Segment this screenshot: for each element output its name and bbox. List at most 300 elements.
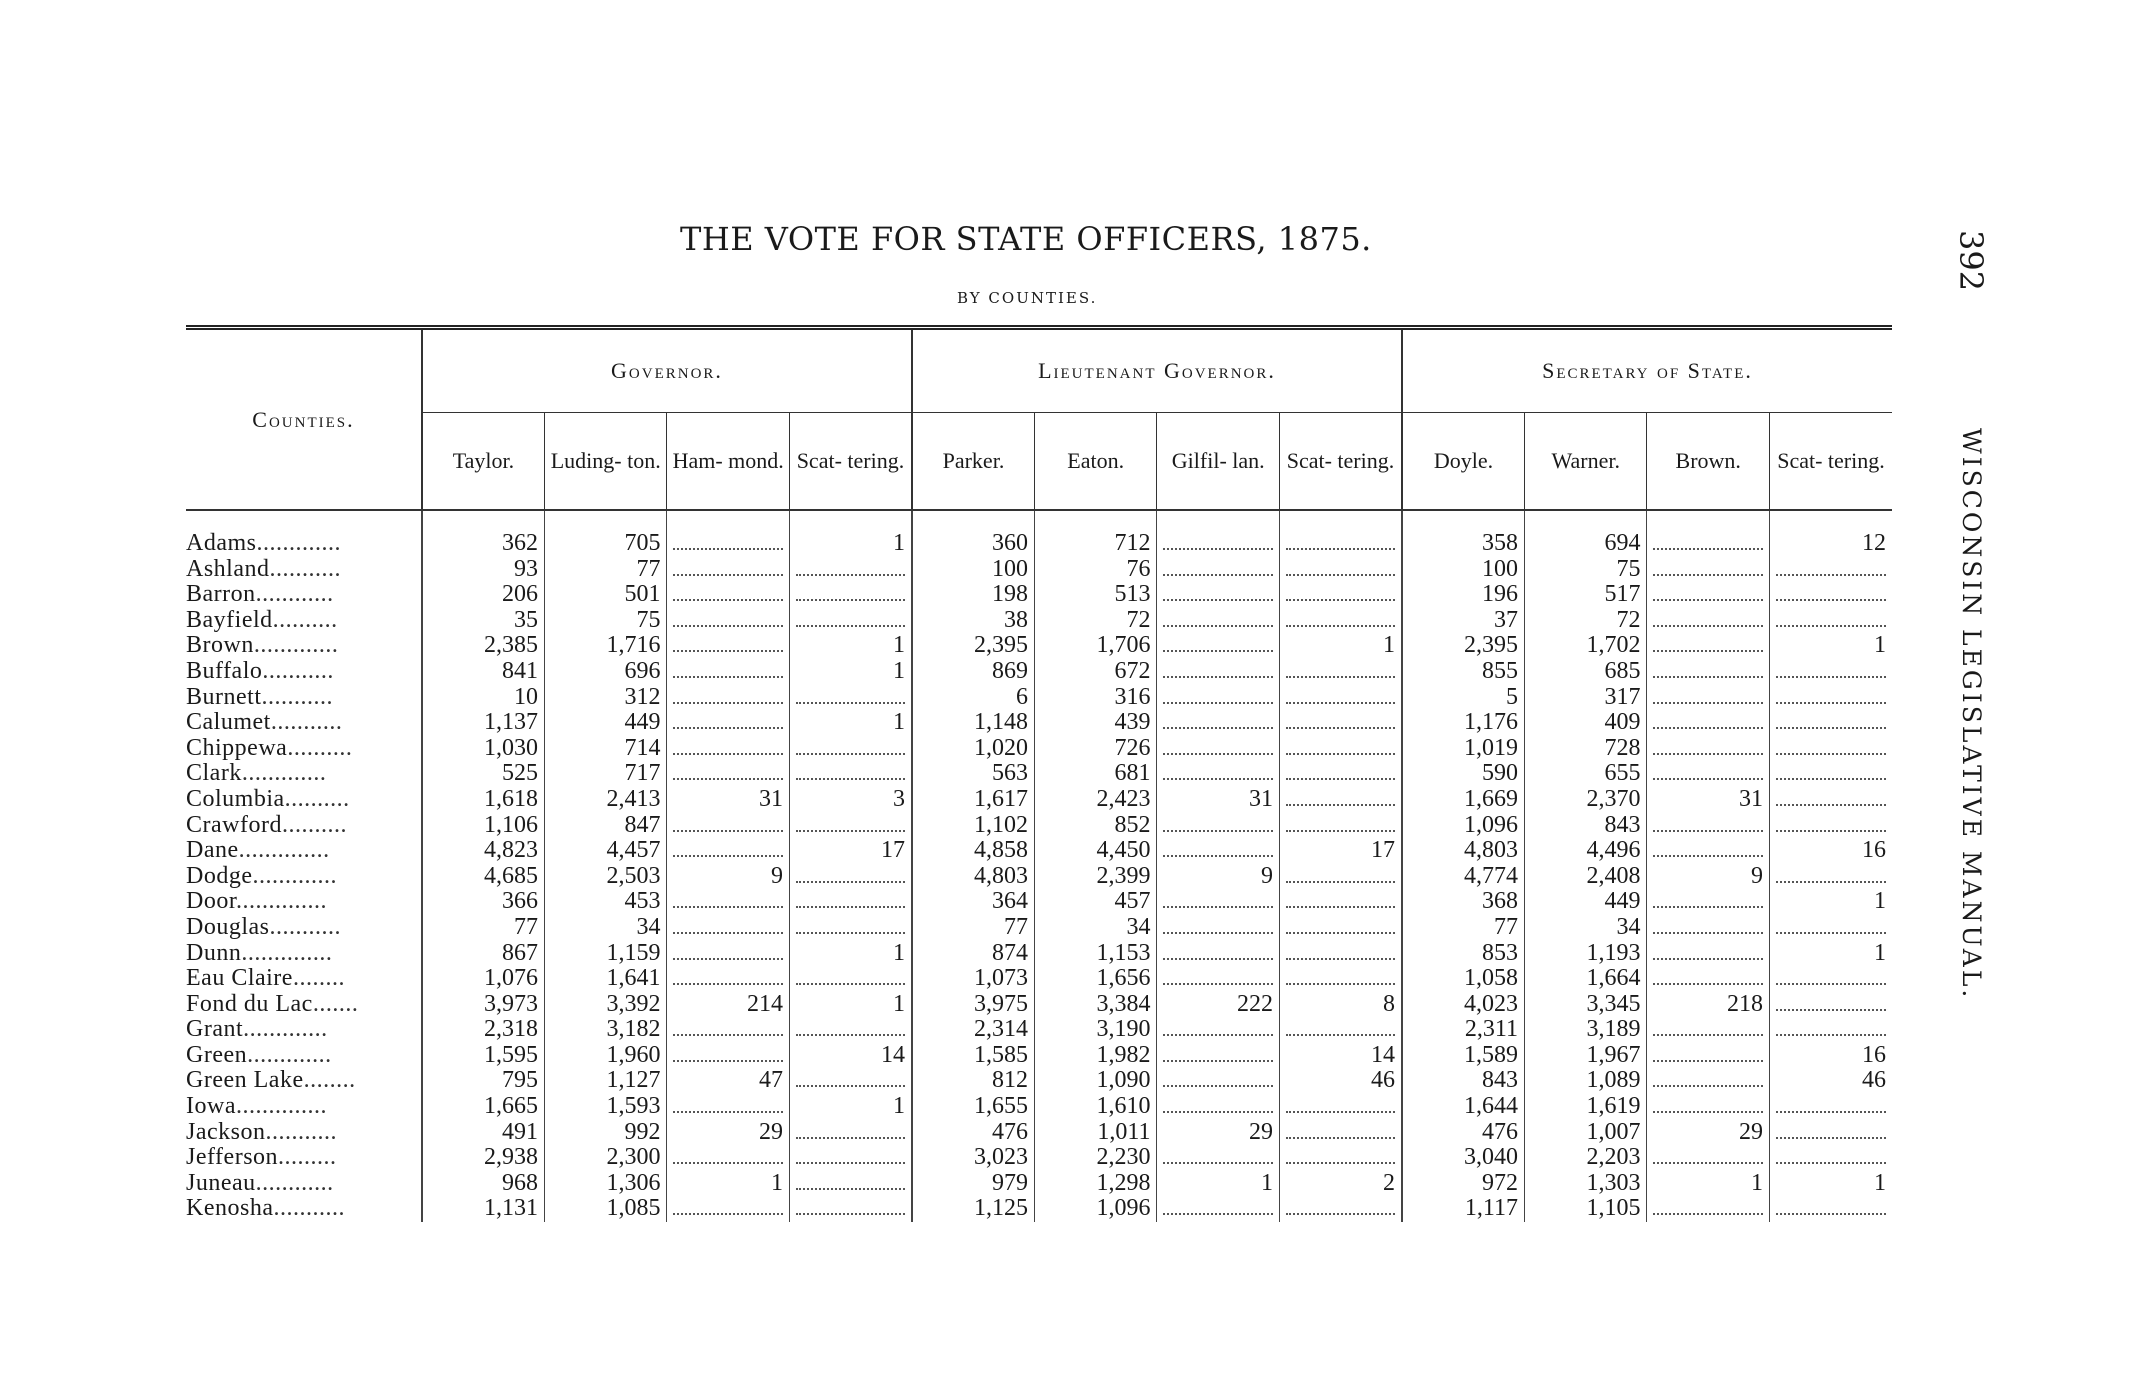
dot-leader: ........... <box>265 1118 337 1145</box>
vote-cell <box>1279 1120 1402 1146</box>
vote-cell <box>1034 761 1157 787</box>
vote-cell <box>1647 633 1770 659</box>
vote-cell <box>1647 1171 1770 1197</box>
table-row <box>186 582 1892 608</box>
vote-cell <box>667 710 790 736</box>
vote-count: 1,131 <box>483 1195 538 1222</box>
vote-count: 1,664 <box>1586 965 1641 992</box>
vote-cell <box>1402 1017 1525 1043</box>
vote-cell <box>912 941 1035 967</box>
vote-count: 453 <box>624 888 661 915</box>
county-name: Fond du Lac <box>186 990 313 1017</box>
vote-cell <box>1279 1017 1402 1043</box>
county-name: Iowa <box>186 1093 236 1120</box>
vote-cell <box>1524 941 1647 967</box>
county-name: Burnett <box>186 683 262 710</box>
empty-dotted-leader <box>1163 969 1273 985</box>
county-name: Ashland <box>186 555 270 582</box>
vote-count: 714 <box>624 734 661 761</box>
vote-count: 1,595 <box>483 1041 538 1068</box>
vote-count: 93 <box>513 555 538 582</box>
vote-cell <box>1402 1094 1525 1120</box>
vote-cell <box>1769 813 1892 839</box>
vote-cell <box>667 1120 790 1146</box>
county-name: Clark <box>186 760 242 787</box>
vote-cell <box>667 582 790 608</box>
vote-count: 2,395 <box>1463 632 1518 659</box>
vote-count: 853 <box>1481 939 1518 966</box>
vote-cell <box>1279 710 1402 736</box>
vote-count: 1,589 <box>1463 1041 1518 1068</box>
vote-cell <box>1769 685 1892 711</box>
vote-count: 843 <box>1604 811 1641 838</box>
vote-cell <box>912 1171 1035 1197</box>
group-header-row <box>186 330 1892 413</box>
vote-count: 992 <box>624 1118 661 1145</box>
vote-count: 2,203 <box>1586 1144 1641 1171</box>
vote-cell <box>1769 761 1892 787</box>
vote-count: 3,182 <box>606 1016 661 1043</box>
county-name-cell <box>186 813 422 839</box>
vote-cell <box>1034 582 1157 608</box>
vote-cell <box>544 608 667 634</box>
vote-cell <box>912 992 1035 1018</box>
table-row <box>186 633 1892 659</box>
vote-count: 1,137 <box>483 709 538 736</box>
vote-cell <box>912 1068 1035 1094</box>
vote-count: 1,159 <box>606 939 661 966</box>
vote-count: 491 <box>501 1118 538 1145</box>
table-row <box>186 685 1892 711</box>
vote-cell <box>1647 510 1770 557</box>
vote-cell <box>1034 1120 1157 1146</box>
vote-cell <box>1647 557 1770 583</box>
vote-cell <box>1402 608 1525 634</box>
vote-count: 4,450 <box>1096 837 1151 864</box>
empty-dotted-leader <box>1286 739 1395 755</box>
vote-cell <box>789 510 912 557</box>
vote-cell <box>1524 915 1647 941</box>
empty-dotted-leader <box>1776 1199 1886 1215</box>
vote-count: 77 <box>1493 913 1518 940</box>
vote-cell <box>1524 510 1647 557</box>
vote-cell <box>1279 992 1402 1018</box>
vote-cell <box>912 1094 1035 1120</box>
empty-dotted-leader <box>1163 636 1273 652</box>
county-name-cell <box>186 710 422 736</box>
vote-count: 316 <box>1114 683 1151 710</box>
vote-cell <box>1402 1120 1525 1146</box>
vote-count: 867 <box>501 939 538 966</box>
vote-cell <box>667 915 790 941</box>
vote-count: 728 <box>1604 734 1641 761</box>
vote-count: 72 <box>1616 606 1641 633</box>
table-row <box>186 736 1892 762</box>
vote-cell <box>422 889 545 915</box>
vote-cell <box>422 633 545 659</box>
vote-count: 1,193 <box>1586 939 1641 966</box>
empty-dotted-leader <box>1286 816 1395 832</box>
empty-dotted-leader <box>1286 969 1395 985</box>
vote-cell <box>789 761 912 787</box>
vote-cell <box>1647 1068 1770 1094</box>
empty-dotted-leader <box>1653 764 1763 780</box>
vote-cell <box>422 941 545 967</box>
vote-count: 705 <box>624 530 661 556</box>
empty-dotted-leader <box>673 585 783 601</box>
vote-cell <box>1279 608 1402 634</box>
page-subtitle: BY COUNTIES. <box>957 289 1098 307</box>
vote-cell <box>1402 966 1525 992</box>
vote-cell <box>789 889 912 915</box>
vote-count: 2,311 <box>1464 1016 1518 1043</box>
vote-count: 8 <box>1382 990 1395 1017</box>
candidate-header-warner: Warner. <box>1524 413 1647 511</box>
vote-cell <box>667 557 790 583</box>
vote-cell <box>1524 864 1647 890</box>
vote-cell <box>1157 889 1280 915</box>
vote-cell <box>912 787 1035 813</box>
vote-cell <box>667 838 790 864</box>
county-name-cell <box>186 557 422 583</box>
empty-dotted-leader <box>1776 611 1886 627</box>
table-row <box>186 1068 1892 1094</box>
vote-count: 1 <box>892 709 905 736</box>
county-name-cell <box>186 582 422 608</box>
vote-count: 206 <box>501 581 538 608</box>
vote-cell <box>1524 582 1647 608</box>
vote-count: 34 <box>1616 913 1641 940</box>
county-name-cell <box>186 838 422 864</box>
vote-cell <box>789 941 912 967</box>
vote-cell <box>1402 813 1525 839</box>
vote-cell <box>667 1017 790 1043</box>
vote-cell <box>422 685 545 711</box>
vote-cell <box>1034 915 1157 941</box>
vote-cell <box>667 685 790 711</box>
vote-cell <box>544 1120 667 1146</box>
empty-dotted-leader <box>1653 739 1763 755</box>
vote-cell <box>789 1017 912 1043</box>
vote-count: 672 <box>1114 657 1151 684</box>
county-name: Dane <box>186 837 239 864</box>
vote-cell <box>1524 1068 1647 1094</box>
vote-count: 685 <box>1604 657 1641 684</box>
county-name: Kenosha <box>186 1195 274 1222</box>
vote-cell <box>912 813 1035 839</box>
empty-dotted-leader <box>1776 585 1886 601</box>
vote-cell <box>1034 608 1157 634</box>
vote-count: 3,189 <box>1586 1016 1641 1043</box>
county-name-cell <box>186 864 422 890</box>
empty-dotted-leader <box>1776 790 1886 806</box>
vote-cell <box>544 941 667 967</box>
county-name: Green Lake <box>186 1067 304 1094</box>
vote-count: 16 <box>1862 837 1886 864</box>
vote-cell <box>544 915 667 941</box>
dot-leader: ............. <box>252 862 337 889</box>
empty-dotted-leader <box>796 688 905 704</box>
vote-count: 29 <box>758 1118 783 1145</box>
vote-cell <box>667 992 790 1018</box>
empty-dotted-leader <box>673 1020 783 1036</box>
vote-count: 590 <box>1481 760 1518 787</box>
vote-cell <box>1524 787 1647 813</box>
vote-cell <box>789 608 912 634</box>
vote-count: 1,030 <box>483 734 538 761</box>
county-name: Douglas <box>186 913 270 940</box>
vote-cell <box>1402 915 1525 941</box>
vote-count: 29 <box>1738 1118 1763 1145</box>
vote-cell <box>1647 992 1770 1018</box>
vote-cell <box>1157 813 1280 839</box>
vote-cell <box>1157 659 1280 685</box>
vote-cell <box>1524 889 1647 915</box>
vote-count: 1 <box>1260 1169 1273 1196</box>
county-name: Calumet <box>186 709 271 736</box>
vote-cell <box>789 1068 912 1094</box>
vote-cell <box>1157 608 1280 634</box>
empty-dotted-leader <box>1163 739 1273 755</box>
table-row <box>186 659 1892 685</box>
empty-dotted-leader <box>1286 534 1395 550</box>
vote-cell <box>667 761 790 787</box>
empty-dotted-leader <box>1163 764 1273 780</box>
dot-leader: ............ <box>255 581 334 608</box>
vote-cell <box>667 633 790 659</box>
empty-dotted-leader <box>796 585 905 601</box>
vote-count: 2,399 <box>1096 862 1151 889</box>
vote-cell <box>1279 761 1402 787</box>
vote-cell <box>789 813 912 839</box>
table-row <box>186 813 1892 839</box>
vote-count: 5 <box>1505 683 1518 710</box>
vote-count: 4,774 <box>1463 862 1518 889</box>
vote-count: 10 <box>513 683 538 710</box>
vote-cell <box>1157 1068 1280 1094</box>
vote-cell <box>789 633 912 659</box>
table-row <box>186 787 1892 813</box>
vote-count: 312 <box>624 683 661 710</box>
vote-cell <box>544 510 667 557</box>
vote-cell <box>1279 736 1402 762</box>
empty-dotted-leader <box>1776 918 1886 934</box>
vote-cell <box>1402 1068 1525 1094</box>
vote-count: 1,102 <box>973 811 1028 838</box>
vote-cell <box>912 633 1035 659</box>
vote-count: 449 <box>624 709 661 736</box>
dot-leader: .............. <box>241 939 333 966</box>
vote-cell <box>1524 1145 1647 1171</box>
empty-dotted-leader <box>673 918 783 934</box>
vote-count: 2 <box>1382 1169 1395 1196</box>
vote-cell <box>912 608 1035 634</box>
empty-dotted-leader <box>1776 816 1886 832</box>
table-row <box>186 510 1892 557</box>
group-governor-header: Governor. <box>422 330 912 413</box>
vote-cell <box>422 992 545 1018</box>
vote-count: 12 <box>1862 530 1886 556</box>
vote-cell <box>1402 1145 1525 1171</box>
county-name-cell <box>186 966 422 992</box>
vote-cell <box>422 659 545 685</box>
table-row <box>186 1145 1892 1171</box>
vote-cell <box>1647 864 1770 890</box>
dot-leader: ............ <box>255 1169 334 1196</box>
vote-cell <box>1524 659 1647 685</box>
vote-count: 9 <box>1260 862 1273 889</box>
vote-cell <box>1402 633 1525 659</box>
vote-cell <box>1402 736 1525 762</box>
empty-dotted-leader <box>1286 688 1395 704</box>
vote-cell <box>1524 633 1647 659</box>
vote-cell <box>422 915 545 941</box>
vote-cell <box>1524 1196 1647 1222</box>
vote-cell <box>1034 633 1157 659</box>
dot-leader: .......... <box>272 606 338 633</box>
empty-dotted-leader <box>1776 867 1886 883</box>
empty-dotted-leader <box>1163 1199 1273 1215</box>
vote-count: 1,669 <box>1463 785 1518 812</box>
vote-count: 1,655 <box>973 1093 1028 1120</box>
table-row <box>186 1094 1892 1120</box>
vote-count: 4,803 <box>973 862 1028 889</box>
vote-cell <box>667 1196 790 1222</box>
vote-count: 3,973 <box>483 990 538 1017</box>
empty-dotted-leader <box>1286 713 1395 729</box>
vote-count: 1,148 <box>973 709 1028 736</box>
vote-count: 196 <box>1481 581 1518 608</box>
vote-count: 1,716 <box>606 632 661 659</box>
vote-count: 4,823 <box>483 837 538 864</box>
empty-dotted-leader <box>1163 585 1273 601</box>
table-row <box>186 761 1892 787</box>
vote-cell <box>422 1043 545 1069</box>
vote-count: 655 <box>1604 760 1641 787</box>
vote-cell <box>544 633 667 659</box>
vote-cell <box>1157 582 1280 608</box>
vote-cell <box>1157 1094 1280 1120</box>
empty-dotted-leader <box>673 560 783 576</box>
vote-count: 77 <box>1003 913 1028 940</box>
vote-cell <box>667 787 790 813</box>
vote-count: 1 <box>1382 632 1395 659</box>
vote-count: 38 <box>1003 606 1028 633</box>
vote-count: 31 <box>1248 785 1273 812</box>
vote-count: 16 <box>1862 1041 1886 1068</box>
vote-table-container <box>186 325 1892 1222</box>
vote-cell <box>544 1017 667 1043</box>
county-name-cell <box>186 659 422 685</box>
vote-cell <box>1034 941 1157 967</box>
dot-leader: ............. <box>256 530 341 556</box>
vote-cell <box>789 992 912 1018</box>
vote-cell <box>1402 941 1525 967</box>
vote-count: 2,230 <box>1096 1144 1151 1171</box>
vote-cell <box>1402 1043 1525 1069</box>
vote-cell <box>1647 838 1770 864</box>
empty-dotted-leader <box>673 944 783 960</box>
vote-cell <box>1034 813 1157 839</box>
vote-count: 843 <box>1481 1067 1518 1094</box>
vote-count: 3,392 <box>606 990 661 1017</box>
vote-cell <box>912 838 1035 864</box>
vote-count: 37 <box>1493 606 1518 633</box>
vote-cell <box>422 813 545 839</box>
vote-cell <box>1157 941 1280 967</box>
empty-dotted-leader <box>673 636 783 652</box>
vote-cell <box>544 685 667 711</box>
vote-cell <box>789 685 912 711</box>
vote-count: 409 <box>1604 709 1641 736</box>
vote-count: 1,117 <box>1464 1195 1518 1222</box>
vote-cell <box>544 992 667 1018</box>
empty-dotted-leader <box>1286 560 1395 576</box>
vote-cell <box>422 736 545 762</box>
table-row <box>186 1017 1892 1043</box>
vote-count: 1,610 <box>1096 1093 1151 1120</box>
empty-dotted-leader <box>1653 892 1763 908</box>
vote-cell <box>1647 813 1770 839</box>
candidate-header-doyle: Doyle. <box>1402 413 1525 511</box>
vote-count: 812 <box>991 1067 1028 1094</box>
vote-cell <box>789 966 912 992</box>
vote-cell <box>1769 510 1892 557</box>
vote-count: 3 <box>892 785 905 812</box>
vote-count: 1,096 <box>1096 1195 1151 1222</box>
vote-cell <box>1034 510 1157 557</box>
empty-dotted-leader <box>796 892 905 908</box>
county-name-cell <box>186 1120 422 1146</box>
vote-cell <box>1647 966 1770 992</box>
dot-leader: ............. <box>247 1041 332 1068</box>
vote-cell <box>789 1196 912 1222</box>
vote-count: 795 <box>501 1067 538 1094</box>
vote-cell <box>1034 864 1157 890</box>
vote-cell <box>1524 1043 1647 1069</box>
vote-count: 726 <box>1114 734 1151 761</box>
vote-cell <box>1034 1043 1157 1069</box>
vote-count: 2,314 <box>973 1016 1028 1043</box>
vote-cell <box>912 1043 1035 1069</box>
vote-cell <box>1279 813 1402 839</box>
vote-cell <box>1647 1196 1770 1222</box>
empty-dotted-leader <box>1653 534 1763 550</box>
vote-cell <box>912 1120 1035 1146</box>
vote-cell <box>1034 787 1157 813</box>
vote-cell <box>1157 685 1280 711</box>
vote-cell <box>912 510 1035 557</box>
group-lieutenant-governor-header: Lieutenant Governor. <box>912 330 1402 413</box>
vote-cell <box>789 915 912 941</box>
vote-count: 4,685 <box>483 862 538 889</box>
empty-dotted-leader <box>1286 867 1395 883</box>
empty-dotted-leader <box>1286 1148 1395 1164</box>
vote-cell <box>1279 582 1402 608</box>
vote-count: 4,023 <box>1463 990 1518 1017</box>
county-name: Grant <box>186 1016 244 1043</box>
vote-cell <box>1769 838 1892 864</box>
vote-cell <box>1769 889 1892 915</box>
vote-cell <box>912 915 1035 941</box>
dot-leader: .............. <box>235 1093 327 1120</box>
vote-count: 31 <box>758 785 783 812</box>
vote-count: 77 <box>513 913 538 940</box>
vote-cell <box>667 736 790 762</box>
empty-dotted-leader <box>1163 944 1273 960</box>
vote-cell <box>1402 557 1525 583</box>
vote-count: 1,641 <box>606 965 661 992</box>
